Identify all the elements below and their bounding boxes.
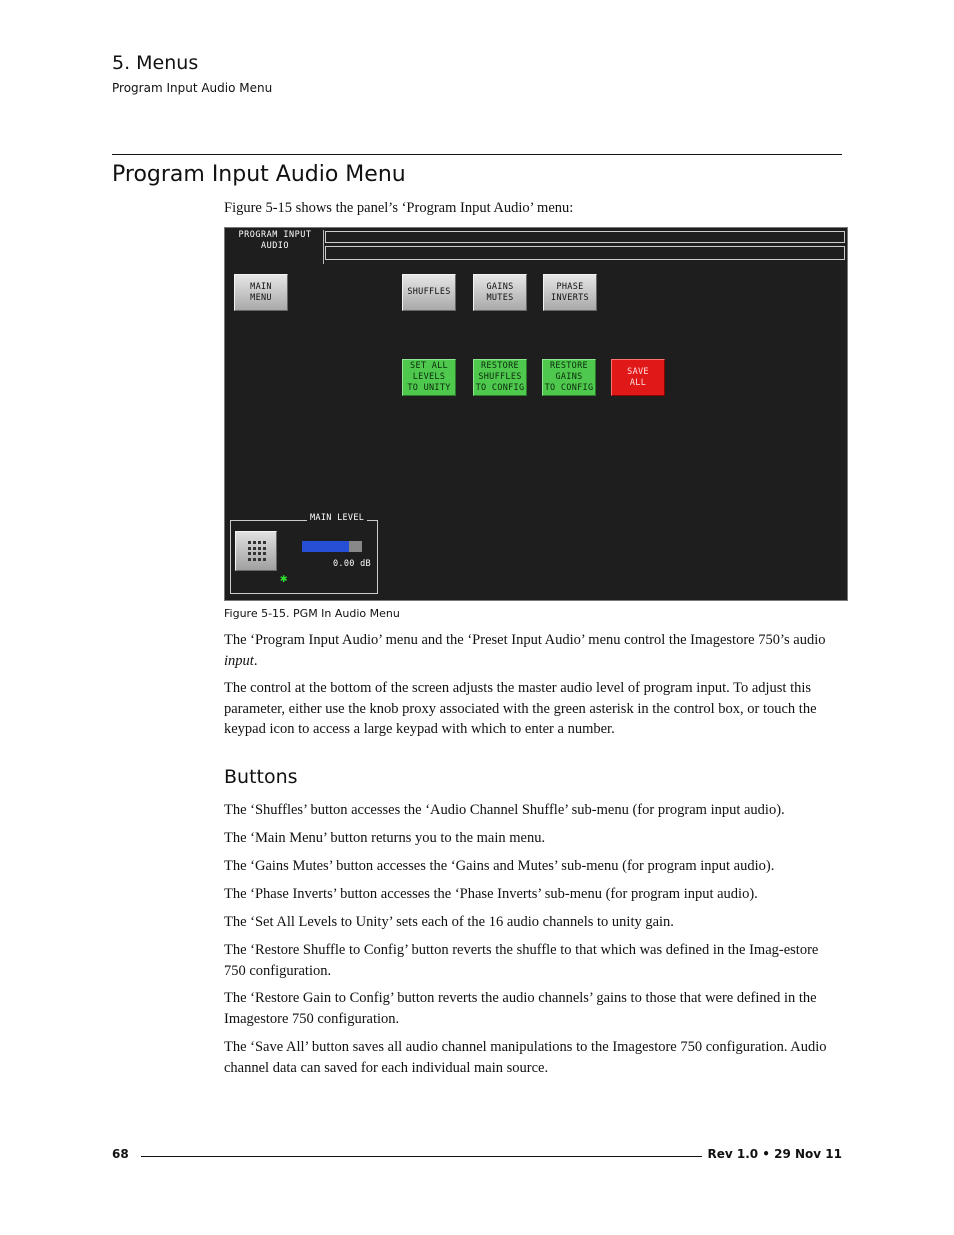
button-para: The ‘Restore Gain to Config’ button reverts the audio channels’ gains to those that were defined in the Imagestore 750 configuration. <box>224 990 817 1027</box>
main-level-control <box>230 513 378 594</box>
button-para: The ‘Phase Inverts’ button accesses the ‘Phase Inverts’ sub-menu (for program input audio). <box>224 886 758 902</box>
section-running-head: Program Input Audio Menu <box>112 81 273 95</box>
phase-inverts-button[interactable]: PHASE INVERTS <box>543 274 597 311</box>
button-para: The ‘Set All Levels to Unity’ sets each of the 16 audio channels to unity gain. <box>224 914 674 930</box>
status-field-top <box>325 231 845 243</box>
gains-mutes-button[interactable]: GAINS MUTES <box>473 274 527 311</box>
restore-gains-button[interactable]: RESTORE GAINS TO CONFIG <box>542 359 596 396</box>
figure-caption: Figure 5-15. PGM In Audio Menu <box>224 607 400 620</box>
menu-panel-screenshot <box>224 227 848 601</box>
main-menu-button[interactable]: MAIN MENU <box>234 274 288 311</box>
knob-asterisk-icon: ✱ <box>280 571 288 585</box>
footer-rule <box>141 1156 702 1157</box>
panel-title <box>227 230 323 262</box>
level-bar-fill <box>302 541 349 552</box>
panel-title-line1: PROGRAM INPUT <box>238 230 312 240</box>
level-bar[interactable] <box>302 541 362 552</box>
status-field-bottom <box>325 246 845 260</box>
title-separator <box>323 230 324 264</box>
button-para: The ‘Save All’ button saves all audio channel manipulations to the Imagestore 750 configuration. Audio channel data can saved for each individual main source. <box>224 1039 827 1076</box>
revision-label: Rev 1.0 • 29 Nov 11 <box>707 1147 842 1161</box>
page-title: Program Input Audio Menu <box>112 162 406 187</box>
button-para: The ‘Main Menu’ button returns you to the main menu. <box>224 830 546 846</box>
button-para: The ‘Gains Mutes’ button accesses the ‘Gains and Mutes’ sub-menu (for program input audio). <box>224 858 775 874</box>
intro-text: Figure 5-15 shows the panel’s ‘Program Input Audio’ menu: <box>224 200 574 216</box>
set-all-levels-button[interactable]: SET ALL LEVELS TO UNITY <box>402 359 456 396</box>
shuffles-button[interactable]: SHUFFLES <box>402 274 456 311</box>
buttons-heading: Buttons <box>224 766 298 788</box>
paragraph-2: The control at the bottom of the screen adjusts the master audio level of program input. To adjust this parameter, either use the knob proxy associated with the green asterisk in the control box, or touch the keypad icon to access a large keypad with which to enter a number. <box>224 680 817 737</box>
chapter-heading: 5. Menus <box>112 52 199 74</box>
button-para: The ‘Restore Shuffle to Config’ button reverts the shuffle to that which was defined in the Imag-estore 750 configuration. <box>224 942 819 979</box>
header-rule <box>112 154 842 155</box>
panel-title-line2: AUDIO <box>260 241 290 251</box>
page-number: 68 <box>112 1147 129 1161</box>
main-level-label: MAIN LEVEL <box>307 513 367 523</box>
save-all-button[interactable]: SAVE ALL <box>611 359 665 396</box>
button-para: The ‘Shuffles’ button accesses the ‘Audio Channel Shuffle’ sub-menu (for program input audio). <box>224 802 785 818</box>
level-value: 0.00 dB <box>333 559 371 569</box>
keypad-button[interactable] <box>235 531 277 571</box>
restore-shuffles-button[interactable]: RESTORE SHUFFLES TO CONFIG <box>473 359 527 396</box>
paragraph-1: The ‘Program Input Audio’ menu and the ‘Preset Input Audio’ menu control the Imagestore 750’s audio input. <box>224 632 826 669</box>
keypad-icon <box>248 541 264 561</box>
